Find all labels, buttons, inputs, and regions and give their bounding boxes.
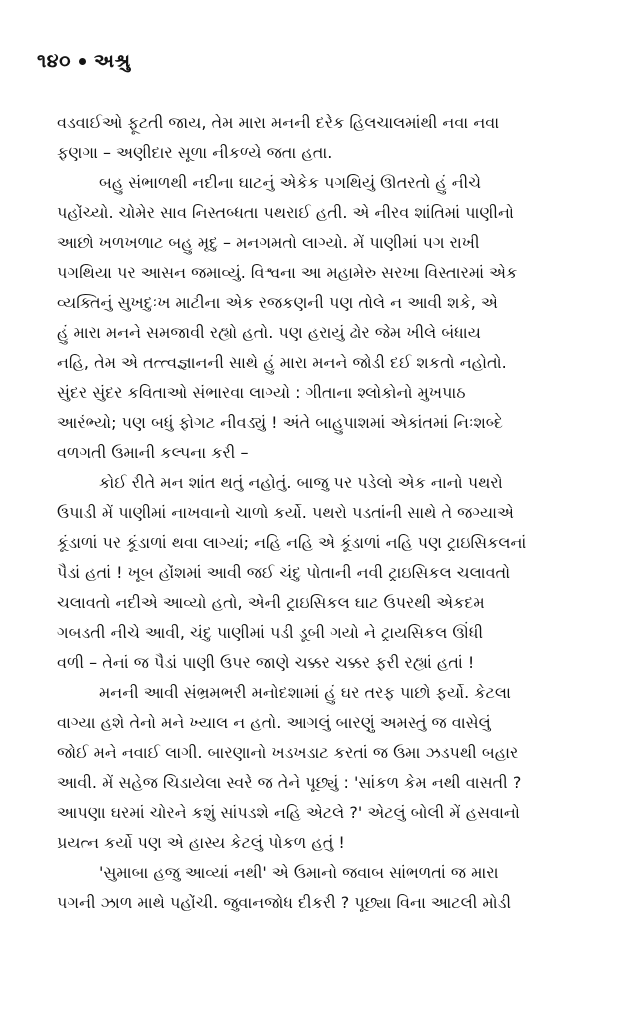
text-line: કૂંડાળાં પર કૂંડાળાં થવા લાગ્યાં; નહિ નહિ એ કૂંડાળાં નહિ પણ ટ્રાઇસિકલનાં [57, 533, 527, 552]
body-text [57, 108, 591, 918]
text-line: આરંભ્યો; પણ બધું ફોગટ નીવડ્યું ! અંતે બાહુપાશમાં એકાંતમાં નિઃશબ્દે [57, 413, 503, 432]
text-line: પ્રયત્ન કર્યો પણ એ હાસ્ય કેટલું પોકળ હતું ! [57, 833, 345, 852]
text-line: બહુ સંભાળથી નદીના ઘાટનું એકેક પગથિયું ઊતરતો હું નીચે [99, 173, 482, 192]
text-line: સુંદર સુંદર કવિતાઓ સંભારવા લાગ્યો : ગીતાના શ્લોકોનો મુખપાઠ [57, 383, 466, 402]
text-line: વ્યક્તિનું સુખદુઃખ માટીના એક રજકણની પણ તોલે ન આવી શકે, એ [57, 293, 498, 312]
text-line: 'સુમાબા હજુ આવ્યાં નથી' એ ઉમાનો જવાબ સાંભળતાં જ મારા [99, 863, 499, 882]
text-line: કોઈ રીતે મન શાંત થતું નહોતું. બાજુ પર પડેલો એક નાનો પથરો [99, 473, 503, 492]
text-line: વળી – તેનાં જ પૈડાં પાણી ઉપર જાણે ચક્કર ચક્કર ફરી રહ્યાં હતાં ! [57, 653, 475, 672]
text-line: વળગતી ઉમાની કલ્પના કરી – [57, 443, 249, 462]
text-line: પગથિયા પર આસન જમાવ્યું. વિશ્વના આ મહામેરુ સરખા વિસ્તારમાં એક [57, 263, 518, 282]
text-line: વડવાઈઓ ફૂટતી જાય, તેમ મારા મનની દરેક હિલચાલમાંથી નવા નવા [57, 113, 500, 132]
text-line: ગબડતી નીચે આવી, ચંદુ પાણીમાં પડી ડૂબી ગયો ને ટ્રાયસિકલ ઊંધી [57, 623, 484, 642]
text-line: નહિ, તેમ એ તત્ત્વજ્ઞાનની સાથે હું મારા મનને જોડી દઈ શકતો નહોતો. [57, 353, 507, 372]
text-line: હું મારા મનને સમજાવી રહ્યો હતો. પણ હરાયું ઢોર જેમ ખીલે બંધાય [57, 323, 481, 342]
text-line: આછો ખળખળાટ બહુ મૃદુ – મનગમતો લાગ્યો. મેં પાણીમાં પગ રાખી [57, 233, 480, 252]
text-line: પૈડાં હતાં ! ખૂબ હોંશમાં આવી જઈ ચંદુ પોતાની નવી ટ્રાઇસિકલ ચલાવતો [57, 563, 511, 582]
text-line: જોઈ મને નવાઈ લાગી. બારણાનો ખડખડાટ કરતાં જ ઉમા ઝડપથી બહાર [57, 743, 519, 762]
running-header [37, 50, 131, 72]
text-line: વાગ્યા હશે તેનો મને ખ્યાલ ન હતો. આગલું બારણું અમસ્તું જ વાસેલું [57, 713, 491, 732]
text-line: ચલાવતો નદીએ આવ્યો હતો, એની ટ્રાઇસિકલ ઘાટ ઉપરથી એકદમ [57, 593, 485, 612]
text-line: પહોંચ્યો. ચોમેર સાવ નિસ્તબ્ધતા પથરાઈ હતી. એ નીરવ શાંતિમાં પાણીનો [57, 203, 514, 222]
text-line: આપણા ઘરમાં ચોરને કશું સાંપડશે નહિ એટલે ?' એટલું બોલી મેં હસવાનો [57, 803, 520, 822]
text-line: પગની ઝાળ માથે પહોંચી. જુવાનજોધ દીકરી ? પૂછ્યા વિના આટલી મોડી [57, 893, 512, 912]
text-line: મનની આવી સંભ્રમભરી મનોદશામાં હું ઘર તરફ પાછો ફર્યો. કેટલા [99, 683, 511, 702]
text-line: ઉપાડી મેં પાણીમાં નાખવાનો ચાળો કર્યો. પથરો પડતાંની સાથે તે જગ્યાએ [57, 503, 514, 522]
page-number: ૧૪૦ [37, 50, 72, 72]
bullet-separator-icon [79, 58, 86, 65]
text-line: આવી. મેં સહેજ ચિડાયેલા સ્વરે જ તેને પૂછ્યું : 'સાંકળ કેમ નથી વાસતી ? [57, 773, 522, 792]
text-line: ફણગા – અણીદાર સૂળા નીકળ્યે જતા હતા. [57, 143, 333, 162]
book-title: અશ્રુ [94, 50, 131, 72]
